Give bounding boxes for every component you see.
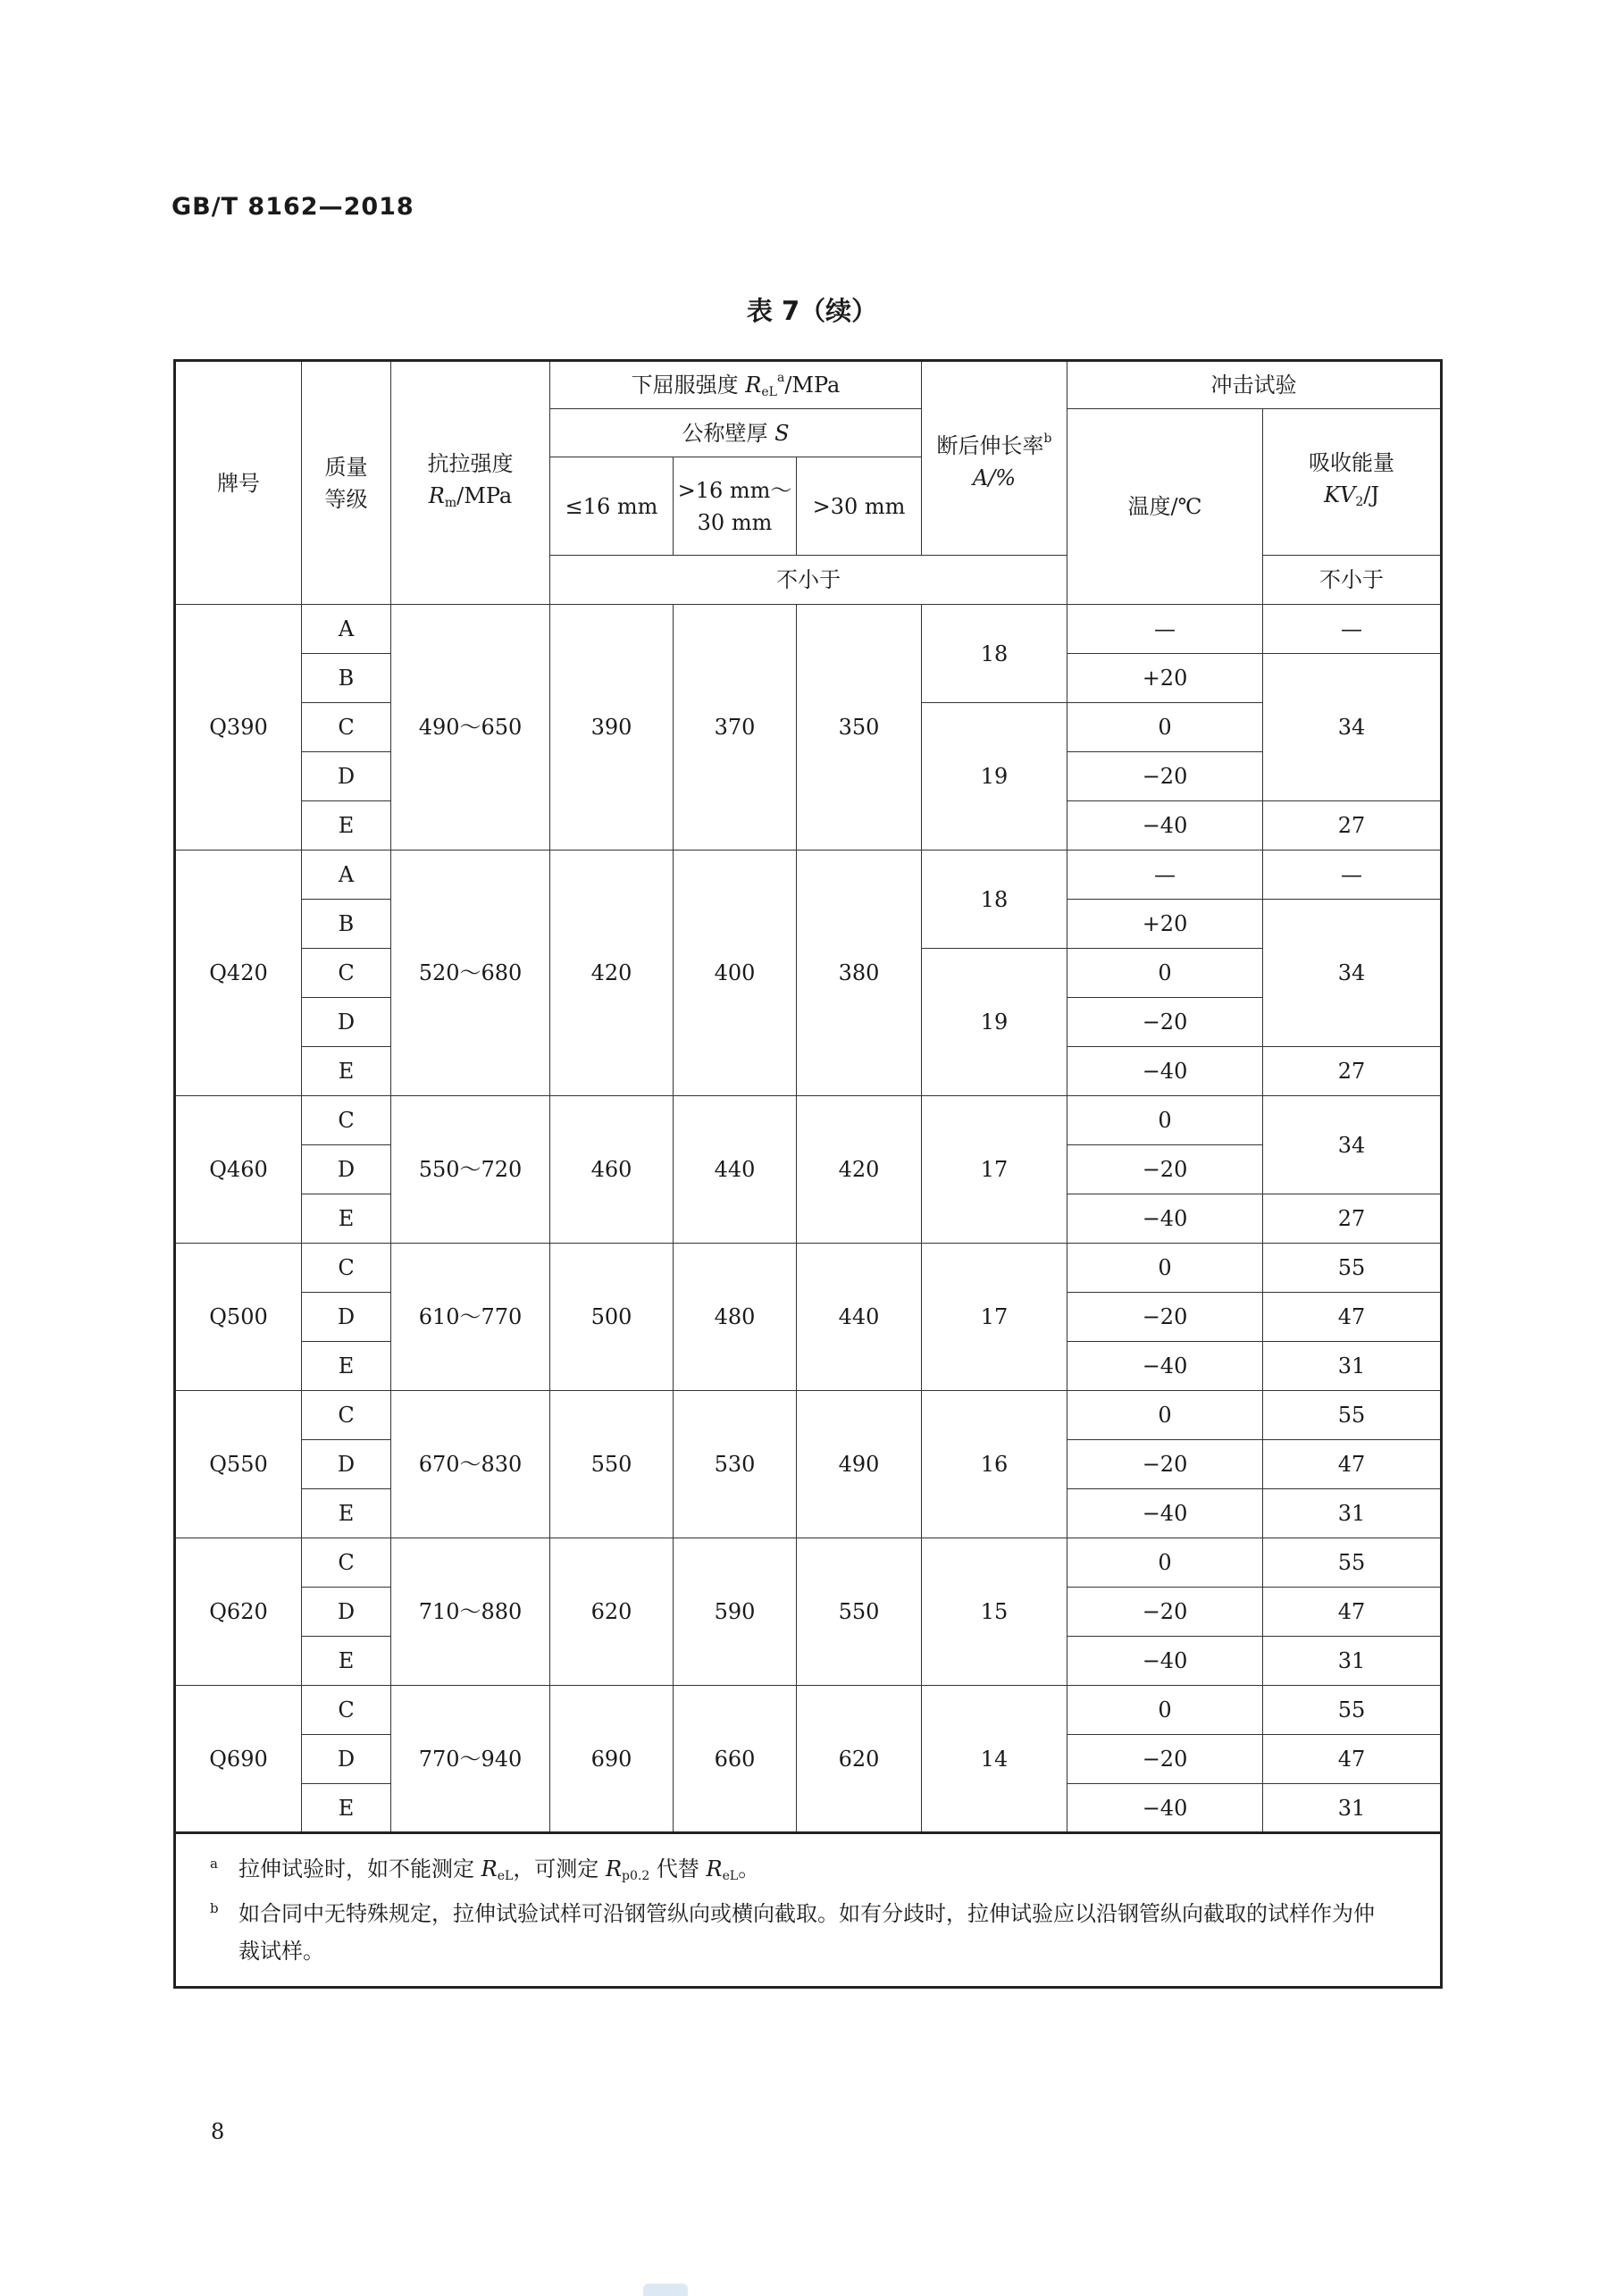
quality-level-cell: B [302,900,391,949]
quality-level-cell: E [302,1194,391,1244]
footer-decoration [643,2283,688,2296]
table-body [175,605,1442,1833]
table-row [175,1244,1442,1293]
table-row [175,605,1442,654]
header-elongation [922,361,1067,556]
table-row [175,1538,1442,1588]
absorbed-energy-cell: — [1263,605,1442,654]
yield-16-30-cell: 480 [674,1244,797,1391]
absorbed-energy-cell: 31 [1263,1342,1442,1391]
grade-cell: Q460 [175,1096,302,1244]
quality-level-cell: E [302,1342,391,1391]
header-grade: 牌号 [175,361,302,605]
elongation-cell: 19 [922,703,1067,851]
yield-le16-cell: 390 [550,605,674,851]
quality-level-cell: D [302,1440,391,1489]
yield-le16-cell: 550 [550,1391,674,1538]
elongation-cell: 17 [922,1096,1067,1244]
header-nominal-thickness: 公称壁厚 S [550,409,922,457]
quality-level-cell: E [302,1047,391,1096]
yield-gt30-cell: 420 [797,1096,922,1244]
temperature-cell: — [1067,605,1263,654]
tensile-strength-cell: 490～650 [391,605,550,851]
temperature-cell: −40 [1067,1784,1263,1833]
temperature-cell: 0 [1067,949,1263,998]
yield-le16-cell: 460 [550,1096,674,1244]
temperature-cell: 0 [1067,1096,1263,1145]
yield-16-30-cell: 590 [674,1538,797,1686]
temperature-cell: 0 [1067,1244,1263,1293]
temperature-cell: +20 [1067,900,1263,949]
absorbed-energy-cell: 55 [1263,1391,1442,1440]
elongation-unit: A/% [972,465,1017,490]
temperature-cell: −20 [1067,1588,1263,1637]
temperature-cell: −20 [1067,998,1263,1047]
temperature-cell: −20 [1067,752,1263,801]
quality-level-cell: E [302,1784,391,1833]
temperature-cell: −20 [1067,1440,1263,1489]
header-not-less-than-energy: 不小于 [1263,556,1442,605]
quality-level-cell: C [302,949,391,998]
yield-16-30-cell: 440 [674,1096,797,1244]
quality-level-cell: C [302,1096,391,1145]
header-tensile-strength [391,361,550,605]
absorbed-energy-cell: 55 [1263,1538,1442,1588]
quality-level-cell: D [302,1293,391,1342]
header-thickness-le16: ≤16 mm [550,457,674,556]
properties-table [173,359,1443,1989]
temperature-cell: −40 [1067,801,1263,851]
absorbed-energy-cell: 47 [1263,1588,1442,1637]
quality-level-cell: C [302,1244,391,1293]
table-notes [175,1833,1442,1988]
yield-gt30-cell: 620 [797,1686,922,1833]
header-impact-test: 冲击试验 [1067,361,1442,409]
quality-level-cell: D [302,1735,391,1784]
quality-level-cell: A [302,605,391,654]
quality-level-cell: E [302,1489,391,1538]
quality-level-cell: C [302,703,391,752]
elongation-cell: 16 [922,1391,1067,1538]
temperature-cell: −40 [1067,1489,1263,1538]
absorbed-energy-cell: 34 [1263,1096,1442,1194]
yield-le16-cell: 500 [550,1244,674,1391]
grade-cell: Q620 [175,1538,302,1686]
tensile-strength-cell: 770～940 [391,1686,550,1833]
temperature-cell: 0 [1067,1538,1263,1588]
absorbed-energy-cell: 55 [1263,1686,1442,1735]
absorbed-energy-cell: 55 [1263,1244,1442,1293]
standard-code: GB/T 8162—2018 [172,193,414,221]
temperature-cell: −40 [1067,1637,1263,1686]
quality-level-cell: B [302,654,391,703]
table-row [175,1686,1442,1735]
header-absorbed-energy [1263,409,1442,556]
absorbed-energy-cell: 31 [1263,1489,1442,1538]
header-thickness-16-30: >16 mm～ 30 mm [674,457,797,556]
grade-cell: Q390 [175,605,302,851]
elongation-cell: 19 [922,949,1067,1096]
absorbed-energy-cell: 47 [1263,1293,1442,1342]
header-temperature: 温度/℃ [1067,409,1263,605]
yield-16-30-cell: 530 [674,1391,797,1538]
quality-level-cell: C [302,1391,391,1440]
notes-cell [175,1833,1442,1988]
temperature-cell: −20 [1067,1735,1263,1784]
table-row [175,1096,1442,1145]
temperature-cell: −40 [1067,1342,1263,1391]
yield-gt30-cell: 380 [797,851,922,1096]
header-quality-level: 质量 等级 [302,361,391,605]
quality-level-cell: A [302,851,391,900]
absorbed-energy-cell: 31 [1263,1784,1442,1833]
page-number: 8 [211,2119,225,2144]
tensile-strength-cell: 520～680 [391,851,550,1096]
header-thickness-gt30: >30 mm [797,457,922,556]
yield-le16-cell: 690 [550,1686,674,1833]
yield-le16-cell: 620 [550,1538,674,1686]
quality-level-cell: D [302,752,391,801]
yield-gt30-cell: 490 [797,1391,922,1538]
absorbed-energy-cell: 47 [1263,1735,1442,1784]
quality-level-cell: E [302,801,391,851]
absorbed-energy-cell: 47 [1263,1440,1442,1489]
elongation-cell: 17 [922,1244,1067,1391]
absorbed-energy-cell: 34 [1263,654,1442,801]
elongation-cell: 15 [922,1538,1067,1686]
yield-16-30-cell: 400 [674,851,797,1096]
header-not-less-than: 不小于 [550,556,1067,605]
temperature-cell: — [1067,851,1263,900]
energy-label: 吸收能量 [1309,449,1395,475]
yield-gt30-cell: 440 [797,1244,922,1391]
temperature-cell: 0 [1067,1391,1263,1440]
yield-gt30-cell: 350 [797,605,922,851]
temperature-cell: −40 [1067,1194,1263,1244]
temperature-cell: −40 [1067,1047,1263,1096]
note-a-mark: a [210,1856,218,1872]
absorbed-energy-cell: 34 [1263,900,1442,1047]
tensile-strength-cell: 710～880 [391,1538,550,1686]
elongation-cell: 18 [922,851,1067,949]
quality-level-cell: E [302,1637,391,1686]
header-yield-strength: 下屈服强度 $R_{eL}^a$/MPa [550,361,922,409]
grade-cell: Q550 [175,1391,302,1538]
elongation-cell: 14 [922,1686,1067,1833]
table-row [175,1391,1442,1440]
table-row [175,851,1442,900]
yield-16-30-cell: 660 [674,1686,797,1833]
absorbed-energy-cell: 27 [1263,1194,1442,1244]
quality-level-cell: D [302,1588,391,1637]
tensile-strength-cell: 610～770 [391,1244,550,1391]
absorbed-energy-cell: 27 [1263,1047,1442,1096]
table-header [175,361,1442,605]
temperature-cell: +20 [1067,654,1263,703]
elongation-label: 断后伸长率$^b$ [936,432,1052,458]
quality-level-cell: D [302,998,391,1047]
quality-level-cell: C [302,1538,391,1588]
temperature-cell: −20 [1067,1145,1263,1194]
table-caption: 表 7（续） [746,296,878,326]
note-b: b 如合同中无特殊规定，拉伸试验试样可沿钢管纵向或横向截取。如有分歧时，拉伸试验应以沿钢管纵向截取的试样作为仲裁试样。 [239,1895,1377,1970]
absorbed-energy-cell: 27 [1263,801,1442,851]
temperature-cell: −20 [1067,1293,1263,1342]
temperature-cell: 0 [1067,1686,1263,1735]
tensile-symbol: $R_m$/MPa [428,482,513,510]
tensile-strength-cell: 670～830 [391,1391,550,1538]
quality-level-cell: D [302,1145,391,1194]
grade-cell: Q420 [175,851,302,1096]
elongation-cell: 18 [922,605,1067,703]
tensile-strength-cell: 550～720 [391,1096,550,1244]
absorbed-energy-cell: 31 [1263,1637,1442,1686]
grade-cell: Q500 [175,1244,302,1391]
yield-le16-cell: 420 [550,851,674,1096]
absorbed-energy-cell: — [1263,851,1442,900]
energy-symbol: $KV_2/J$ [1324,482,1379,509]
note-b-mark: b [210,1900,219,1916]
yield-16-30-cell: 370 [674,605,797,851]
yield-gt30-cell: 550 [797,1538,922,1686]
temperature-cell: 0 [1067,703,1263,752]
tensile-label: 抗拉强度 [427,450,514,476]
grade-cell: Q690 [175,1686,302,1833]
note-a: a 拉伸试验时，如不能测定 $R_{eL}$，可测定 $R_{p0.2}$ 代替 $R_{eL}$。 [239,1850,1377,1895]
quality-level-cell: C [302,1686,391,1735]
